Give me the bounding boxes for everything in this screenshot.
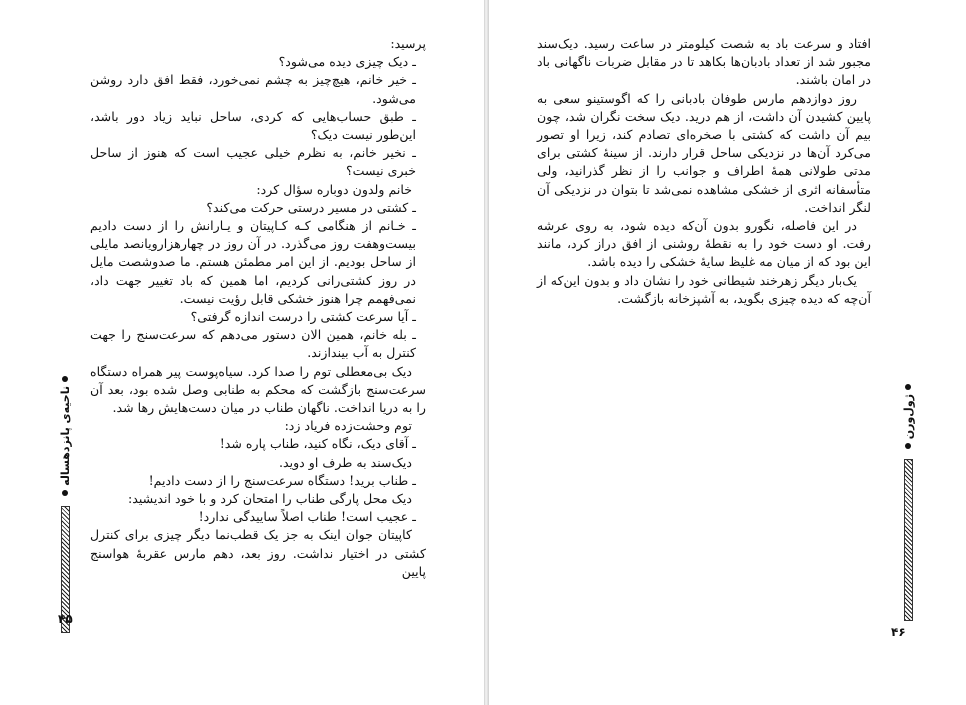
bullet-ornament <box>62 490 68 496</box>
paragraph: یک‌بار دیگر زهرخند شیطانی خود را نشان داد و بدون این‌که از آن‌چه که دیده چیزی بگوید، به آشپزخانه بازگشت. <box>537 272 871 306</box>
right-page-text <box>537 35 871 308</box>
running-header <box>901 380 915 621</box>
paragraph: ـ آقای دیک، نگاه کنید، طناب پاره شد! <box>219 436 416 452</box>
right-page <box>489 0 966 705</box>
paragraph: ـ عجیب است! طناب اصلاً ساییدگی ندارد! <box>198 509 416 525</box>
page-number: ۴۵ <box>58 612 73 626</box>
paragraph: ـ نخیر خانم، به نظرم خیلی عجیب است که هنوز از ساحل خبری نیست؟ <box>90 145 416 179</box>
left-page-text <box>90 35 426 581</box>
running-header <box>58 372 72 633</box>
bullet-ornament <box>905 384 911 390</box>
running-title: ژول‌ورن <box>901 394 915 440</box>
paragraph: افتاد و سرعت باد به شصت کیلومتر در ساعت رسید. دیک‌سند مجبور شد از تعداد بادبان‌ها بکاهد تا در مقابل ضربات ناگهانی باد در امان باشند. <box>537 36 871 88</box>
paragraph: ـ کشتی در مسیر درستی حرکت می‌کند؟ <box>206 199 416 215</box>
paragraph: ـ آیا سرعت کشتی را درست اندازه گرفتی؟ <box>190 309 416 325</box>
paragraph: ـ طبق حساب‌هایی که کردی، ساحل نباید زیاد دور باشد، این‌طور نیست دیک؟ <box>90 108 416 143</box>
paragraph: توم وحشت‌زده فریاد زد: <box>284 418 412 434</box>
paragraph: دیک بی‌معطلی توم را صدا کرد. سیاه‌پوست پیر همراه دستگاه سرعت‌سنج بازگشت که محکم به طنابی وصل شده بود، بعد آن را به دریا انداخت. ناگهان طناب در میان دست‌هایش رها شد. <box>90 363 426 416</box>
paragraph: ـ طناب برید! دستگاه سرعت‌سنج را از دست دادیم! <box>148 472 416 488</box>
paragraph: کاپیتان جوان اینک به جز یک قطب‌نما دیگر چیزی برای کنترل کشتی در اختیار نداشت. روز بعد، دهم مارس عقربهٔ هواسنج پایین <box>90 527 426 579</box>
paragraph: ـ خیر خانم، هیچ‌چیز به چشم نمی‌خورد، فقط افق دارد روشن می‌شود. <box>90 72 416 106</box>
paragraph: دیک‌سند به طرف او دوید. <box>278 454 412 470</box>
running-title: ناحیه‌ی پانزدهساله <box>58 386 72 486</box>
hatched-bar-ornament <box>904 459 913 621</box>
paragraph: خانم ولدون دوباره سؤال کرد: <box>256 181 412 197</box>
paragraph: ـ بله خانم، همین الان دستور می‌دهم که سرعت‌سنج را جهت کنترل به آب بیندازند. <box>90 327 416 361</box>
bullet-ornament <box>62 376 68 382</box>
paragraph: روز دوازدهم مارس طوفان بادبانی را که اگوستینو سعی به پایین کشیدن آن داشت، از هم درید. دیک سخت نگران شد، چون بیم آن داشت که کشتی با صخره‌ای تصادم کند، زیرا او تصور می‌کرد آن‌ها در نزدیکی ساحل قرار دارند. از سینهٔ کشتی برای مدتی طولانی همهٔ اطراف و جوانب را از نظر گذرانید، ولی متأسفانه اثری از خشکی مشاهده نمی‌شد تا بتوان در نزدیکی آن لنگر انداخت. <box>537 90 871 215</box>
paragraph: ـ دیک چیزی دیده می‌شود؟ <box>278 54 416 70</box>
paragraph: در این فاصله، نگورو بدون آن‌که دیده شود، به روی عرشه رفت. او دست خود را به نقطهٔ روشنی از افق دراز کرد، مانند این بود که از میان مه غلیظ سایهٔ خشکی را دیده باشد. <box>537 218 871 270</box>
paragraph: پرسید: <box>390 36 426 51</box>
bullet-ornament <box>905 443 911 449</box>
paragraph: دیک محل پارگی طناب را امتحان کرد و با خود اندیشید: <box>128 491 412 507</box>
page-number: ۴۶ <box>891 625 906 639</box>
paragraph: ـ خـانم از هنگامی کـه کـاپیتان و یـارانش را از دست دادیم بیست‌وهفت روز می‌گذرد. در آن روز در چهارهزارویانصد مایلی از ساحل بودیم. از این امر مطمئن هستم. ما صدوشصت مایل در روز کشتی‌رانی کردیم، اما همین که باد تغییر جهت داد، نمی‌فهمم چرا هنوز خشکی قابل رؤیت نیست. <box>90 218 416 306</box>
